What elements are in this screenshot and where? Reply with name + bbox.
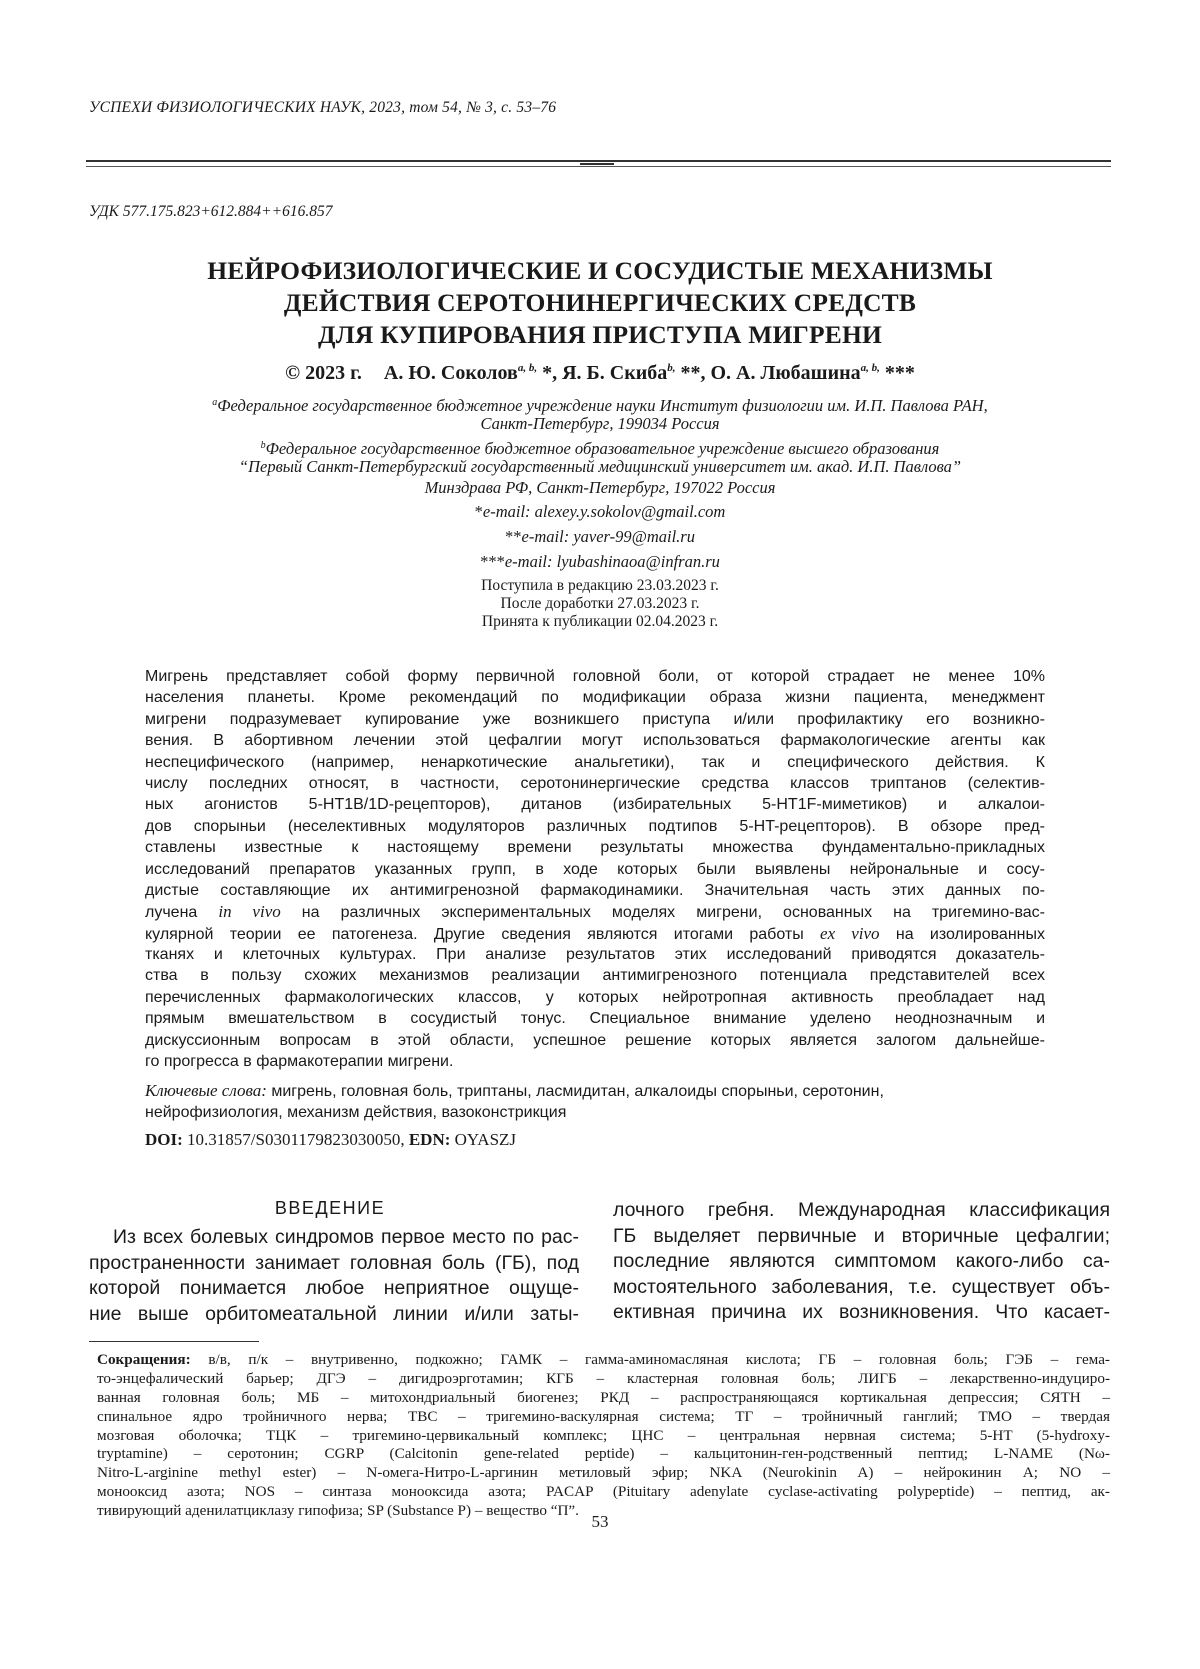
author-affil-sup: a, b, [518,362,537,374]
affil-sup: a [212,397,217,408]
keywords-line [145,1080,1045,1102]
abstract-line: прямым вмешательством в сосудистый тонус. Специальное внимание уделено неоднозначным и [145,1008,1045,1029]
email-line [90,527,1110,547]
affil-line: “Первый Санкт-Петербургский государственный медицинский университет им. акад. И.П. Павлова” [90,456,1110,477]
author-mark: **, [676,362,706,384]
section-heading-introduction: ВВЕДЕНИЕ [90,1198,570,1219]
abbreviations-footnote [97,1351,1110,1521]
affil-line: Минздрава РФ, Санкт-Петербург, 197022 Россия [90,477,1110,498]
body-line: которой понимается любое неприятное ощуще- [89,1276,579,1302]
abstract-line: дискуссионным вопросам в этой области, успешное решение которых является залогом дальнейше- [145,1030,1045,1051]
title-line: НЕЙРОФИЗИОЛОГИЧЕСКИЕ И СОСУДИСТЫЕ МЕХАНИЗМЫ [90,255,1110,287]
doi-line [145,1130,516,1150]
affil-line: Федеральное государственное бюджетное образовательное учреждение высшего образования [266,439,940,458]
footnote-line: то-энцефалический барьер; ДГЭ – дигидроэрготамин; КГБ – кластерная головная боль; ЛИГБ – лекарственно-индуциро- [97,1370,1110,1389]
footnote-line: Nitro-L-arginine methyl ester) – N-омега-Нитро-L-аргинин метиловый эфир; NKA (Neurokinin A) – нейрокинин A; NO – [97,1464,1110,1483]
abstract-line [145,901,1045,922]
author-affil-sup: a, b, [861,362,880,374]
abstract-italic: ex vivo [820,924,880,943]
intro-left-column [89,1225,579,1327]
abstract-text: лучена [145,904,218,921]
abstract-line: тканях и клеточных культурах. При анализе результатов этих исследований приводятся доказатель- [145,944,1045,965]
footnote-label: Сокращения: [97,1351,191,1368]
abstract-line: ства в пользу схожих механизмов реализации антимигренозного потенциала представителей всех [145,965,1045,986]
header-rule [86,160,1111,162]
footnote-text: в/в, п/к – внутривенно, подкожно; ГАМК – гамма-аминомасляная кислота; ГБ – головная боль; ГЭБ – гема- [191,1351,1110,1368]
date-accepted: Принята к публикации 02.04.2023 г. [90,613,1110,631]
email-link[interactable]: alexey.y.sokolov@gmail.com [535,502,726,521]
abstract-line [145,923,1045,944]
title-line: ДЛЯ КУПИРОВАНИЯ ПРИСТУПА МИГРЕНИ [90,319,1110,351]
footnote-line [97,1351,1110,1370]
email-line [90,552,1110,572]
keywords-label: Ключевые слова: [145,1081,267,1100]
keywords [145,1080,1045,1123]
footnote-line: монооксид азота; NOS – синтаза монооксида азота; PACAP (Pituitary adenylate cyclase-activating polypeptide) – пептид, ак- [97,1483,1110,1502]
keywords-line: нейрофизиология, механизм действия, вазоконстрикция [145,1102,1045,1123]
footnote-line: ванная головная боль; МБ – митохондриальный биогенез; РКД – распространяющаяся кортикальная депрессия; СЯТН – [97,1389,1110,1408]
footnote-line: спинальное ядро тройничного нерва; ТВС – тригемино-васкулярная система; ТГ – тройничный ганглий; ТМО – твердая [97,1408,1110,1427]
page-number: 53 [0,1512,1200,1532]
udk-code: УДК 577.175.823+612.884++616.857 [89,203,332,221]
footnote-rule [89,1341,259,1342]
body-line: Из всех болевых синдромов первое место по рас- [89,1225,579,1251]
abstract-line: населения планеты. Кроме рекомендаций по модификации образа жизни пациента, менеджмент [145,687,1045,708]
header-rule-mark [580,163,614,165]
abstract-line: неспецифического (например, ненаркотические анальгетики), так и специфического действия. К [145,752,1045,773]
article-page [0,0,1200,1669]
body-line: последние являются симптомом какого-либо са- [613,1249,1110,1275]
footnote-line: мозговая оболочка; ТЦК – тригемино-цервикальный комплекс; ЦНС – центральная нервная система; 5-HT (5-hydroxy- [97,1427,1110,1446]
email-mark: *** [480,552,505,571]
affil-line: Федеральное государственное бюджетное учреждение науки Институт физиологии им. И.П. Павлова РАН, [217,396,987,415]
abstract-italic: in vivo [218,902,280,921]
abstract-line: дистые составляющие их антимигренозной фармакодинамики. Значительная часть этих данных по- [145,880,1045,901]
body-line: пространенности занимает головная боль (ГБ), под [89,1251,579,1277]
copyright: © 2023 г. [285,362,362,384]
body-line: лочного гребня. Международная классификация [613,1198,1110,1224]
author-list [90,362,1110,385]
abstract-line: го прогресса в фармакотерапии мигрени. [145,1051,1045,1072]
body-line: ГБ выделяет первичные и вторичные цефалгии; [613,1224,1110,1250]
abstract-text: на изолированных [880,926,1045,943]
email-label: e-mail: [522,527,574,546]
affil-line: Санкт-Петербург, 199034 Россия [90,413,1110,434]
intro-right-column [613,1198,1110,1326]
abstract-line: ставлены известные к настоящему времени результаты множества фундаментально-прикладных [145,837,1045,858]
author-name: О. А. Любашина [706,362,861,384]
footnote-line: tryptamine) – серотонин; CGRP (Calcitonin gene-related peptide) – кальцитонин-ген-родственный пептид; L-NAME (Nω- [97,1445,1110,1464]
date-revised: После доработки 27.03.2023 г. [90,595,1110,613]
article-title [90,255,1110,351]
abstract-line: ных агонистов 5-HT1B/1D-рецепторов), дитанов (избирательных 5-HT1F-миметиков) и алкалои- [145,794,1045,815]
dates [90,577,1110,631]
abstract-line: перечисленных фармакологических классов, у которых нейротропная активность преобладает над [145,987,1045,1008]
body-line: ективная причина их возникновения. Что касает- [613,1300,1110,1326]
abstract-text: на различных экспериментальных моделях мигрени, основанных на тригемино-вас- [281,904,1045,921]
email-mark: * [475,502,483,521]
abstract-line: дов спорыньи (неселективных модуляторов различных подтипов 5-HT-рецепторов). В обзоре пред- [145,816,1045,837]
abstract-line: исследований препаратов указанных групп, в ходе которых были выявлены нейрональные и сосу- [145,859,1045,880]
footnote-line: тивирующий аденилатциклазу гипофиза; SP (Substance P) – вещество “П”. [97,1502,1110,1521]
edn-label: EDN: [405,1130,451,1149]
abstract-text: кулярной теории ее патогенеза. Другие сведения являются итогами работы [145,926,820,943]
author-mark: *** [880,362,915,384]
keywords-text: мигрень, головная боль, триптаны, ласмидитан, алкалоиды спорыньи, серотонин, [267,1083,884,1100]
abstract [145,666,1045,1072]
abstract-line: вения. В абортивном лечении этой цефалгии могут использоваться фармакологические агенты как [145,730,1045,751]
abstract-line: Мигрень представляет собой форму первичной головной боли, от которой страдает не менее 10% [145,666,1045,687]
edn-value: OYASZJ [450,1130,516,1149]
email-link[interactable]: yaver-99@mail.ru [573,527,695,546]
journal-header: УСПЕХИ ФИЗИОЛОГИЧЕСКИХ НАУК, 2023, том 54, № 3, с. 53–76 [89,99,556,117]
date-received: Поступила в редакцию 23.03.2023 г. [90,577,1110,595]
author-affil-sup: b, [667,362,675,374]
email-link[interactable]: lyubashinaoa@infran.ru [557,552,720,571]
affil-sup: b [261,440,266,451]
body-line: мостоятельного заболевания, т.е. существует объ- [613,1275,1110,1301]
author-mark: *, [537,362,557,384]
body-line: ние выше орбитомеатальной линии и/или заты- [89,1302,579,1328]
author-name: Я. Б. Скиба [557,362,667,384]
author-name: А. Ю. Соколов [384,362,518,384]
doi-value[interactable]: 10.31857/S0301179823030050, [183,1130,405,1149]
abstract-line: числу последних относят, в частности, серотонинергические средства классов триптанов (селектив- [145,773,1045,794]
email-line [90,502,1110,522]
doi-label: DOI: [145,1130,183,1149]
email-label: e-mail: [505,552,557,571]
abstract-line: мигрени подразумевает купирование уже возникшего приступа и/или профилактику его возникно- [145,709,1045,730]
header-rule-secondary [86,166,1111,167]
title-line: ДЕЙСТВИЯ СЕРОТОНИНЕРГИЧЕСКИХ СРЕДСТВ [90,287,1110,319]
email-mark: ** [505,527,522,546]
email-label: e-mail: [483,502,535,521]
